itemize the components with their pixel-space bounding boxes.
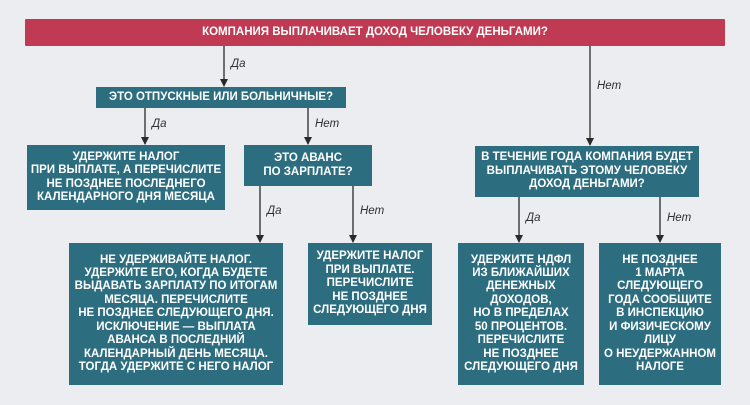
- edge-label-future-yes: Да: [526, 212, 541, 224]
- root-question-box: КОМПАНИЯ ВЫПЛАЧИВАЕТ ДОХОД ЧЕЛОВЕКУ ДЕНЬГАМИ?: [25, 19, 725, 46]
- advance-question-box: ЭТО АВАНС ПО ЗАРПЛАТЕ?: [244, 145, 372, 186]
- advance-no-result-box: УДЕРЖИТЕ НАЛОГ ПРИ ВЫПЛАТЕ. ПЕРЕЧИСЛИТЕ НЕ ПОЗДНЕЕ СЛЕДУЮЩЕГО ДНЯ: [308, 243, 432, 325]
- edge-label-vacation-yes: Да: [152, 118, 167, 130]
- edge-label-advance-yes: Да: [267, 205, 282, 217]
- vacation-yes-result-box: УДЕРЖИТЕ НАЛОГ ПРИ ВЫПЛАТЕ, А ПЕРЕЧИСЛИТЕ НЕ ПОЗДНЕЕ ПОСЛЕДНЕГО КАЛЕНДАРНОГО ДНЯ МЕСЯЦА: [27, 145, 225, 210]
- edge-label-root-no: Нет: [597, 80, 622, 92]
- vacation-question-box: ЭТО ОТПУСКНЫЕ ИЛИ БОЛЬНИЧНЫЕ?: [96, 87, 346, 108]
- advance-yes-result-box: НЕ УДЕРЖИВАЙТЕ НАЛОГ. УДЕРЖИТЕ ЕГО, КОГДА БУДЕТЕ ВЫДАВАТЬ ЗАРПЛАТУ ПО ИТОГАМ МЕСЯЦА. ПЕРЕЧИСЛИТЕ НЕ ПОЗДНЕЕ СЛЕДУЮЩЕГО ДНЯ. ИСКЛЮЧЕНИЕ — ВЫПЛАТА АВАНСА В ПОСЛЕДНИЙ КАЛЕНДАРНЫЙ ДЕНЬ МЕСЯЦА. ТОГДА УДЕРЖИТЕ С НЕГО НАЛОГ: [69, 243, 283, 385]
- future-no-result-box: НЕ ПОЗДНЕЕ 1 МАРТА СЛЕДУЮЩЕГО ГОДА СООБЩИТЕ В ИНСПЕКЦИЮ И ФИЗИЧЕСКОМУ ЛИЦУ О НЕУДЕРЖАННОМ НАЛОГЕ: [599, 243, 721, 385]
- edge-label-vacation-no: Нет: [315, 118, 340, 130]
- future-income-question-box: В ТЕЧЕНИЕ ГОДА КОМПАНИЯ БУДЕТ ВЫПЛАЧИВАТЬ ЭТОМУ ЧЕЛОВЕКУ ДОХОД ДЕНЬГАМИ?: [475, 146, 699, 197]
- edge-label-future-no: Нет: [667, 212, 692, 224]
- edge-label-root-yes: Да: [231, 58, 246, 70]
- future-yes-result-box: УДЕРЖИТЕ НДФЛ ИЗ БЛИЖАЙШИХ ДЕНЕЖНЫХ ДОХОДОВ, НО В ПРЕДЕЛАХ 50 ПРОЦЕНТОВ. ПЕРЕЧИСЛИТЕ НЕ ПОЗДНЕЕ СЛЕДУЮЩЕГО ДНЯ: [458, 243, 584, 385]
- edge-label-advance-no: Нет: [360, 205, 385, 217]
